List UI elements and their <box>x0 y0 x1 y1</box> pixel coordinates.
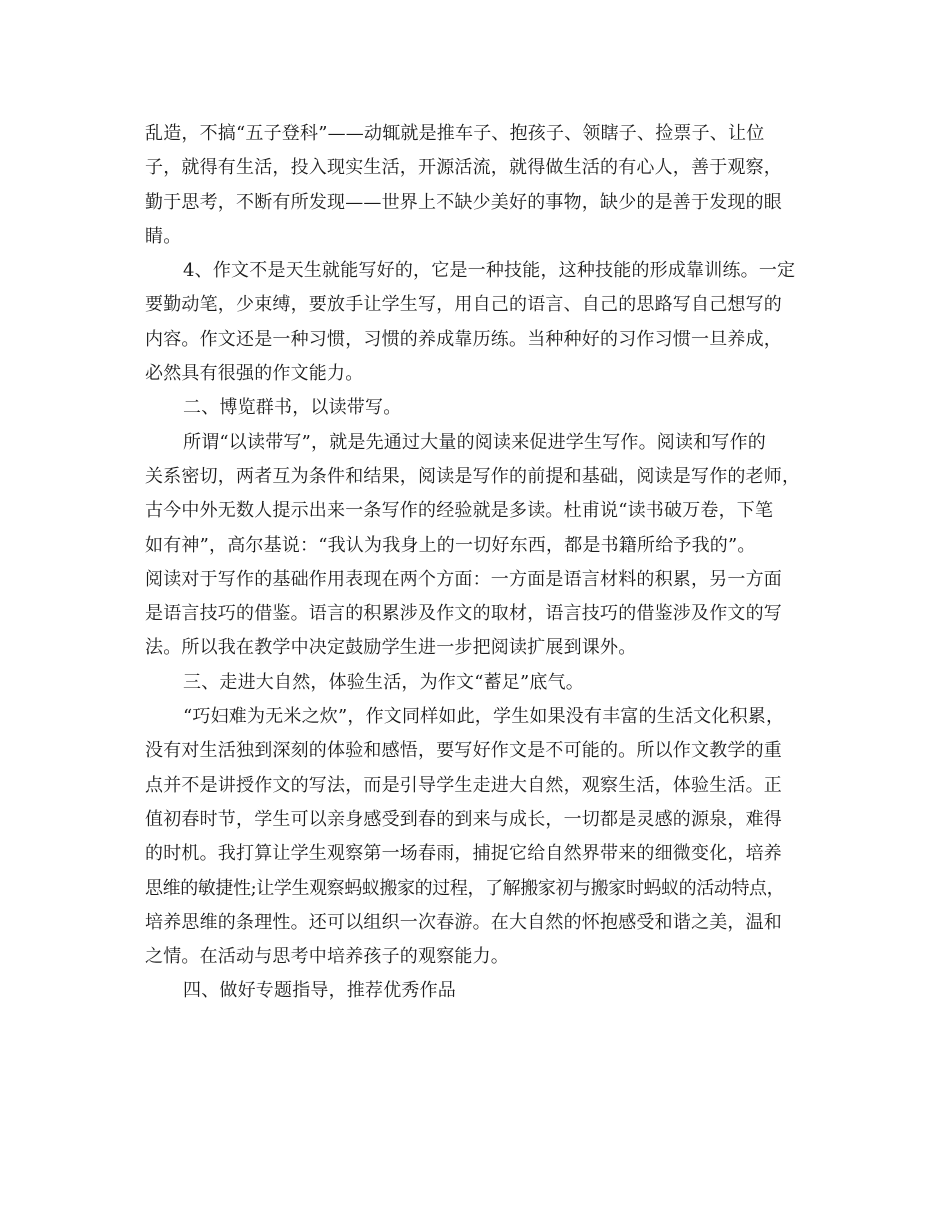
section-heading: 三、走进大自然，体验生活，为作文“蓄足”底气。 <box>183 671 585 693</box>
text-line: 没有对生活独到深刻的体验和感悟，要写好作文是不可能的。所以作文教学的重 <box>145 740 782 762</box>
text-line: 是语言技巧的借鉴。语言的积累涉及作文的取材，语言技巧的借鉴涉及作文的写 <box>145 603 782 625</box>
text-line: 内容。作文还是一种习惯，习惯的养成靠历练。当种种好的习作习惯一旦养成， <box>145 328 782 350</box>
text-line: 点并不是讲授作文的写法，而是引导学生走进大自然，观察生活，体验生活。正 <box>145 774 782 796</box>
text-line: 思维的敏捷性;让学生观察蚂蚁搬家的过程，了解搬家初与搬家时蚂蚁的活动特点， <box>145 877 785 899</box>
section-heading: 四、做好专题指导，推荐优秀作品 <box>183 980 456 1002</box>
text-line: 乱造，不搞“五子登科”——动辄就是推车子、抱孩子、领瞎子、捡票子、让位 <box>145 123 765 144</box>
text-line: 关系密切，两者互为条件和结果，阅读是写作的前提和基础，阅读是写作的老师， <box>145 465 801 487</box>
paragraph-start-line: 4、作文不是天生就能写好的，它是一种技能，这种技能的形成靠训练。一定 <box>183 260 796 282</box>
text-line: 之情。在活动与思考中培养孩子的观察能力。 <box>145 946 509 968</box>
text-line: 要勤动笔，少束缚，要放手让学生写，用自己的语言、自己的思路写自己想写的 <box>145 294 782 316</box>
text-line: 必然具有很强的作文能力。 <box>145 363 364 385</box>
document-body <box>145 117 815 1009</box>
paragraph-start-line: “巧妇难为无米之炊”，作文同样如此，学生如果没有丰富的生活文化积累， <box>183 706 785 728</box>
text-line: 如有神”，高尔基说：“我认为我身上的一切好东西，都是书籍所给予我的”。 <box>145 534 756 556</box>
text-line: 法。所以我在教学中决定鼓励学生进一步把阅读扩展到课外。 <box>145 637 637 659</box>
text-line: 古今中外无数人提示出来一条写作的经验就是多读。杜甫说“读书破万卷，下笔 <box>145 500 774 522</box>
text-line: 睛。 <box>145 225 182 247</box>
text-line: 的时机。我打算让学生观察第一场春雨，捕捉它给自然界带来的细微变化，培养 <box>145 843 782 865</box>
paragraph-start-line: 所谓“以读带写”，就是先通过大量的阅读来促进学生写作。阅读和写作的 <box>183 431 767 453</box>
section-heading: 二、博览群书，以读带写。 <box>183 397 402 419</box>
text-line: 阅读对于写作的基础作用表现在两个方面：一方面是语言材料的积累，另一方面 <box>145 568 782 590</box>
text-line: 培养思维的条理性。还可以组织一次春游。在大自然的怀抱感受和谐之美，温和 <box>145 911 782 933</box>
text-line: 子，就得有生活，投入现实生活，开源活流，就得做生活的有心人，善于观察， <box>145 157 782 179</box>
text-line: 勤于思考，不断有所发现——世界上不缺少美好的事物，缺少的是善于发现的眼 <box>145 191 782 213</box>
text-line: 值初春时节，学生可以亲身感受到春的到来与成长，一切都是灵感的源泉，难得 <box>145 808 782 830</box>
